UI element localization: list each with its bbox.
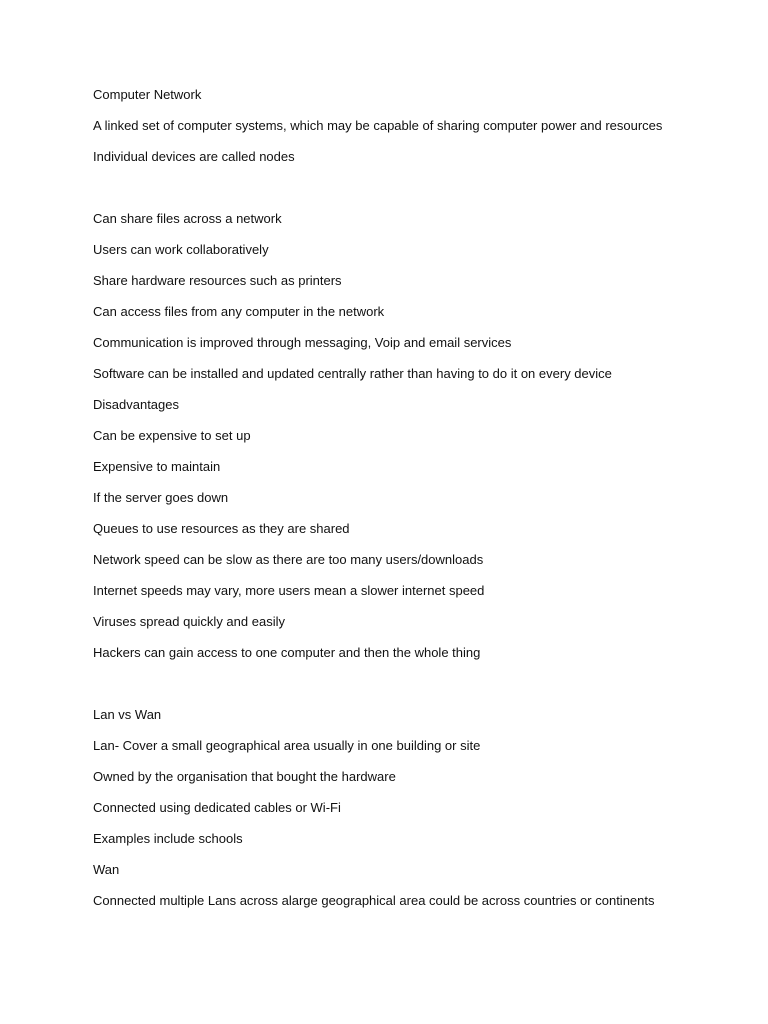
paragraph: A linked set of computer systems, which may be capable of sharing computer power and resources [93, 118, 663, 133]
disadvantage-item: Can be expensive to set up [93, 428, 251, 443]
disadvantage-item: Hackers can gain access to one computer and then the whole thing [93, 645, 481, 660]
disadvantage-item: Viruses spread quickly and easily [93, 614, 285, 629]
disadvantage-item: Internet speeds may vary, more users mean a slower internet speed [93, 583, 485, 598]
disadvantages-heading: Disadvantages [93, 397, 179, 412]
advantage-item: Can share files across a network [93, 211, 282, 226]
wan-heading: Wan [93, 862, 120, 877]
document-body [93, 86, 713, 923]
lan-item: Lan- Cover a small geographical area usually in one building or site [93, 738, 481, 753]
disadvantage-item: Expensive to maintain [93, 459, 221, 474]
lan-item: Examples include schools [93, 831, 243, 846]
paragraph: Individual devices are called nodes [93, 149, 295, 164]
document-title: Computer Network [93, 87, 202, 102]
disadvantage-item: If the server goes down [93, 490, 229, 505]
wan-item: Connected multiple Lans across alarge geographical area could be across countries or continents [93, 893, 655, 908]
advantage-item: Can access files from any computer in the network [93, 304, 385, 319]
lan-item: Connected using dedicated cables or Wi-Fi [93, 800, 341, 815]
advantage-item: Share hardware resources such as printers [93, 273, 342, 288]
advantage-item: Communication is improved through messaging, Voip and email services [93, 335, 512, 350]
advantage-item: Software can be installed and updated centrally rather than having to do it on every device [93, 366, 612, 381]
disadvantage-item: Queues to use resources as they are shared [93, 521, 350, 536]
disadvantage-item: Network speed can be slow as there are too many users/downloads [93, 552, 484, 567]
blank-line [93, 179, 713, 210]
blank-line [93, 675, 713, 706]
advantage-item: Users can work collaboratively [93, 242, 269, 257]
lan-wan-heading: Lan vs Wan [93, 707, 162, 722]
lan-item: Owned by the organisation that bought the hardware [93, 769, 396, 784]
